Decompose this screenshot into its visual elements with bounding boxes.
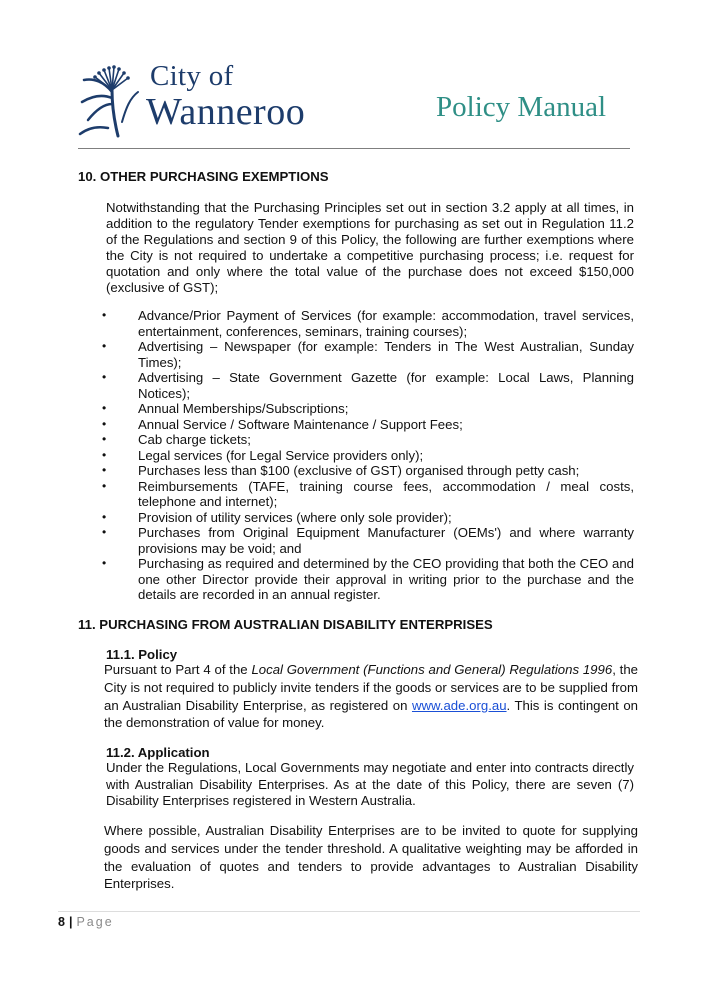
page-number: 8	[58, 915, 65, 929]
list-item: • Purchases from Original Equipment Manufacturer (OEMs') and where warranty provisions may be void; and	[102, 525, 634, 556]
section-10-heading: 10. OTHER PURCHASING EXEMPTIONS	[78, 169, 329, 184]
document-title: Policy Manual	[436, 91, 606, 123]
logo-city-text: City of	[150, 60, 234, 92]
list-item: • Advertising – State Government Gazette (for example: Local Laws, Planning Notices);	[102, 370, 634, 401]
logo-name-text: Wanneroo	[146, 91, 306, 133]
banksia-flower-icon	[78, 62, 148, 138]
list-item: • Annual Service / Software Maintenance / Support Fees;	[102, 417, 634, 433]
footer-divider	[58, 911, 640, 912]
list-item: • Provision of utility services (where only sole provider);	[102, 510, 634, 526]
list-item: • Reimbursements (TAFE, training course fees, accommodation / meal costs, telephone and internet);	[102, 479, 634, 510]
ade-website-link[interactable]: www.ade.org.au	[411, 697, 507, 713]
application-paragraph: Under the Regulations, Local Governments may negotiate and enter into contracts directly with Australian Disability Enterprises. As at the date of this Policy, there are seven (7) Disability Enterprises registered in Western Australia.	[106, 760, 634, 808]
policy-paragraph	[104, 661, 638, 732]
policy-text-before: Pursuant to Part 4 of the	[104, 662, 252, 677]
page-header	[0, 0, 706, 160]
list-item: • Annual Memberships/Subscriptions;	[102, 401, 634, 417]
policy-text-after: . This is contingent on the demonstration of value for money.	[104, 697, 638, 731]
policy-text-middle: , the City is not required to publicly invite tenders if the goods or services are to be supplied from an Australian Disability Enterprise, as registered on	[104, 662, 638, 713]
closing-paragraph: Where possible, Australian Disability Enterprises are to be invited to quote for supplying goods and services under the tender threshold. A qualitative weighting may be afforded in the evaluation of quotes and tenders to provide advantages to Australian Disability Enterprises.	[104, 823, 638, 892]
city-of-wanneroo-logo	[78, 62, 338, 138]
list-item: • Advertising – Newspaper (for example: Tenders in The West Australian, Sunday Times);	[102, 339, 634, 370]
footer-separator: |	[68, 915, 73, 929]
list-item: • Purchases less than $100 (exclusive of GST) organised through petty cash;	[102, 463, 634, 479]
application-subheading: 11.2. Application	[106, 745, 210, 760]
header-divider	[78, 148, 630, 149]
section-10-intro: Notwithstanding that the Purchasing Principles set out in section 3.2 apply at all times, in addition to the regulatory Tender exemptions for purchasing as set out in Regulation 11.2 of the Regulations and section 9 of this Policy, the following are further exemptions where the City is not required to undertake a competitive purchasing process; i.e. request for quotation and only where the total value of the purchase does not exceed $150,000 (exclusive of GST);	[106, 200, 634, 295]
list-item: • Cab charge tickets;	[102, 432, 634, 448]
exemptions-list	[102, 308, 634, 603]
page-label: Page	[76, 915, 114, 929]
list-item: • Advance/Prior Payment of Services (for example: accommodation, travel services, entertainment, conferences, seminars, training courses);	[102, 308, 634, 339]
list-item: • Legal services (for Legal Service providers only);	[102, 448, 634, 464]
list-item: • Purchasing as required and determined by the CEO providing that both the CEO and one other Director provide their approval in writing prior to the purchase and the details are recorded in an annual register.	[102, 556, 634, 603]
regulation-title: Local Government (Functions and General) Regulations 1996	[251, 662, 613, 677]
section-11-heading: 11. PURCHASING FROM AUSTRALIAN DISABILITY ENTERPRISES	[78, 617, 493, 632]
page-footer	[58, 915, 114, 929]
policy-subheading: 11.1. Policy	[106, 647, 178, 662]
